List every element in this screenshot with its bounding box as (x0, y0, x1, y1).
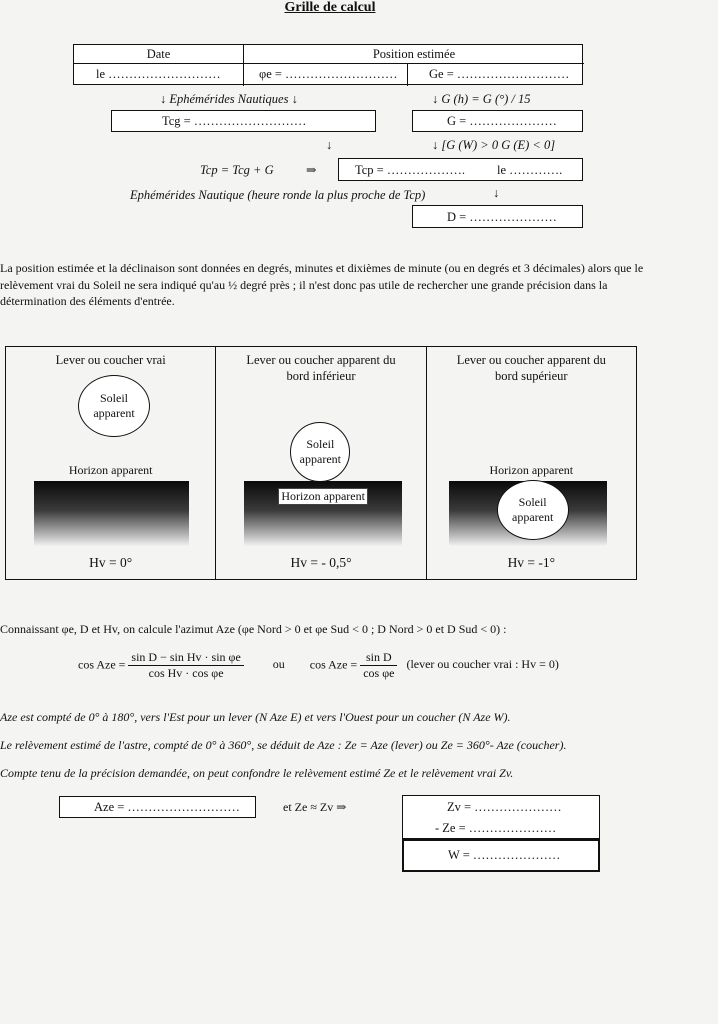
g-sign-rule: ↓ [G (W) > 0 G (E) < 0] (432, 138, 556, 152)
aze-box (59, 796, 256, 818)
hv-value: Hv = -1° (507, 555, 556, 570)
aze-range-line: Aze est compté de 0° à 180°, vers l'Est pour un lever (N Aze E) et vers l'Ouest pour un coucher (N Aze W). (0, 710, 511, 724)
tcg-box (111, 110, 376, 132)
ephemerides-label: ↓ Ephémérides Nautiques ↓ (160, 92, 298, 106)
tcp-field[interactable]: Tcp = ………………. (355, 163, 465, 177)
zv-ze-box (402, 795, 600, 839)
precision-paragraph: La position estimée et la déclinaison sont données en degrés, minutes et dixièmes de minute (ou en degrés et 3 décimales) alors que le relèvement vrai du Soleil ne sera indiqué qu'au ½ degré près ; il n'est donc pas utile de rechercher une grande précision dans la détermination des éléments d'entrée. (0, 261, 644, 308)
ze-field[interactable]: - Ze = ………………… (435, 821, 557, 835)
aze-field[interactable]: Aze = ……………………… (94, 800, 240, 814)
page-title: Grille de calcul (284, 0, 376, 15)
zv-field[interactable]: Zv = ………………… (447, 800, 562, 814)
sun-ellipse: Soleil apparent (78, 375, 150, 437)
w-field[interactable]: W = ………………… (448, 848, 561, 862)
implies-arrow: ⇒ (306, 163, 317, 177)
formula-denominator-2: cos φe (363, 666, 395, 680)
hv-value: Hv = 0° (89, 555, 133, 570)
tcp-formula: Tcp = Tcg + G (200, 163, 274, 177)
formula-numerator: sin D − sin Hv · sin φe (128, 650, 243, 666)
latitude-field[interactable]: φe = ……………………… (259, 67, 398, 81)
d-field[interactable]: D = ………………… (447, 210, 557, 224)
formula-lhs: cos Aze = (78, 657, 126, 672)
w-box (402, 839, 600, 872)
tcg-field[interactable]: Tcg = ……………………… (162, 114, 307, 128)
horizon-label: Horizon apparent (68, 463, 153, 477)
d-box (412, 205, 583, 228)
formula-fraction-2 (360, 650, 397, 681)
formula-note: (lever ou coucher vrai : Hv = 0) (406, 657, 559, 672)
date-header: Date (146, 47, 171, 61)
ephemerides-note: Ephémérides Nautique (heure ronde la plus proche de Tcp) (130, 188, 426, 202)
date-field[interactable]: le ……………………… (96, 67, 221, 81)
panel-true-rise (6, 347, 216, 579)
sun-ellipse: Soleil apparent (290, 422, 350, 482)
g-field[interactable]: G = ………………… (447, 114, 557, 128)
down-arrow-2: ↓ (493, 186, 500, 200)
tcp-box (338, 158, 583, 181)
tcp-date-field[interactable]: le …………. (497, 163, 563, 177)
sunrise-diagrams (5, 346, 637, 580)
formula-denominator: cos Hv · cos φe (148, 666, 224, 680)
longitude-field[interactable]: Ge = ……………………… (429, 67, 570, 81)
panel-title: Lever ou coucher vrai (55, 353, 166, 367)
horizon-label: Horizon apparent (278, 488, 368, 505)
panel-lower-limb (216, 347, 426, 579)
panel-upper-limb (427, 347, 636, 579)
date-position-table (73, 44, 583, 85)
g-box (412, 110, 583, 132)
panel-title: Lever ou coucher apparent du bord supérieur (456, 353, 606, 383)
azimuth-intro: Connaissant φe, D et Hv, on calcule l'azimut Aze (φe Nord > 0 et φe Sud < 0 ; D Nord > 0 et D Sud < 0) : (0, 622, 507, 636)
g-formula: ↓ G (h) = G (°) / 15 (432, 92, 531, 106)
azimuth-formula (78, 650, 638, 681)
position-header: Position estimée (372, 47, 456, 61)
formula-fraction (128, 650, 243, 681)
panel-title: Lever ou coucher apparent du bord inférieur (246, 353, 396, 383)
sun-ellipse: Soleil apparent (497, 480, 569, 540)
hv-value: Hv = - 0,5° (290, 555, 352, 570)
precision-line: Compte tenu de la précision demandée, on peut confondre le relèvement estimé Ze et le relèvement vrai Zv. (0, 766, 514, 780)
formula-lhs-2: cos Aze = (309, 657, 358, 672)
formula-numerator-2: sin D (360, 650, 397, 666)
ze-approx-zv: et Ze ≈ Zv ⇒ (283, 800, 347, 814)
down-arrow-1: ↓ (326, 138, 333, 152)
bearing-line: Le relèvement estimé de l'astre, compté de 0° à 360°, se déduit de Aze : Ze = Aze (lever) ou Ze = 360°- Aze (coucher). (0, 738, 567, 752)
horizon-label: Horizon apparent (489, 463, 574, 477)
horizon-gradient (34, 481, 189, 546)
formula-or: ou (272, 657, 285, 672)
